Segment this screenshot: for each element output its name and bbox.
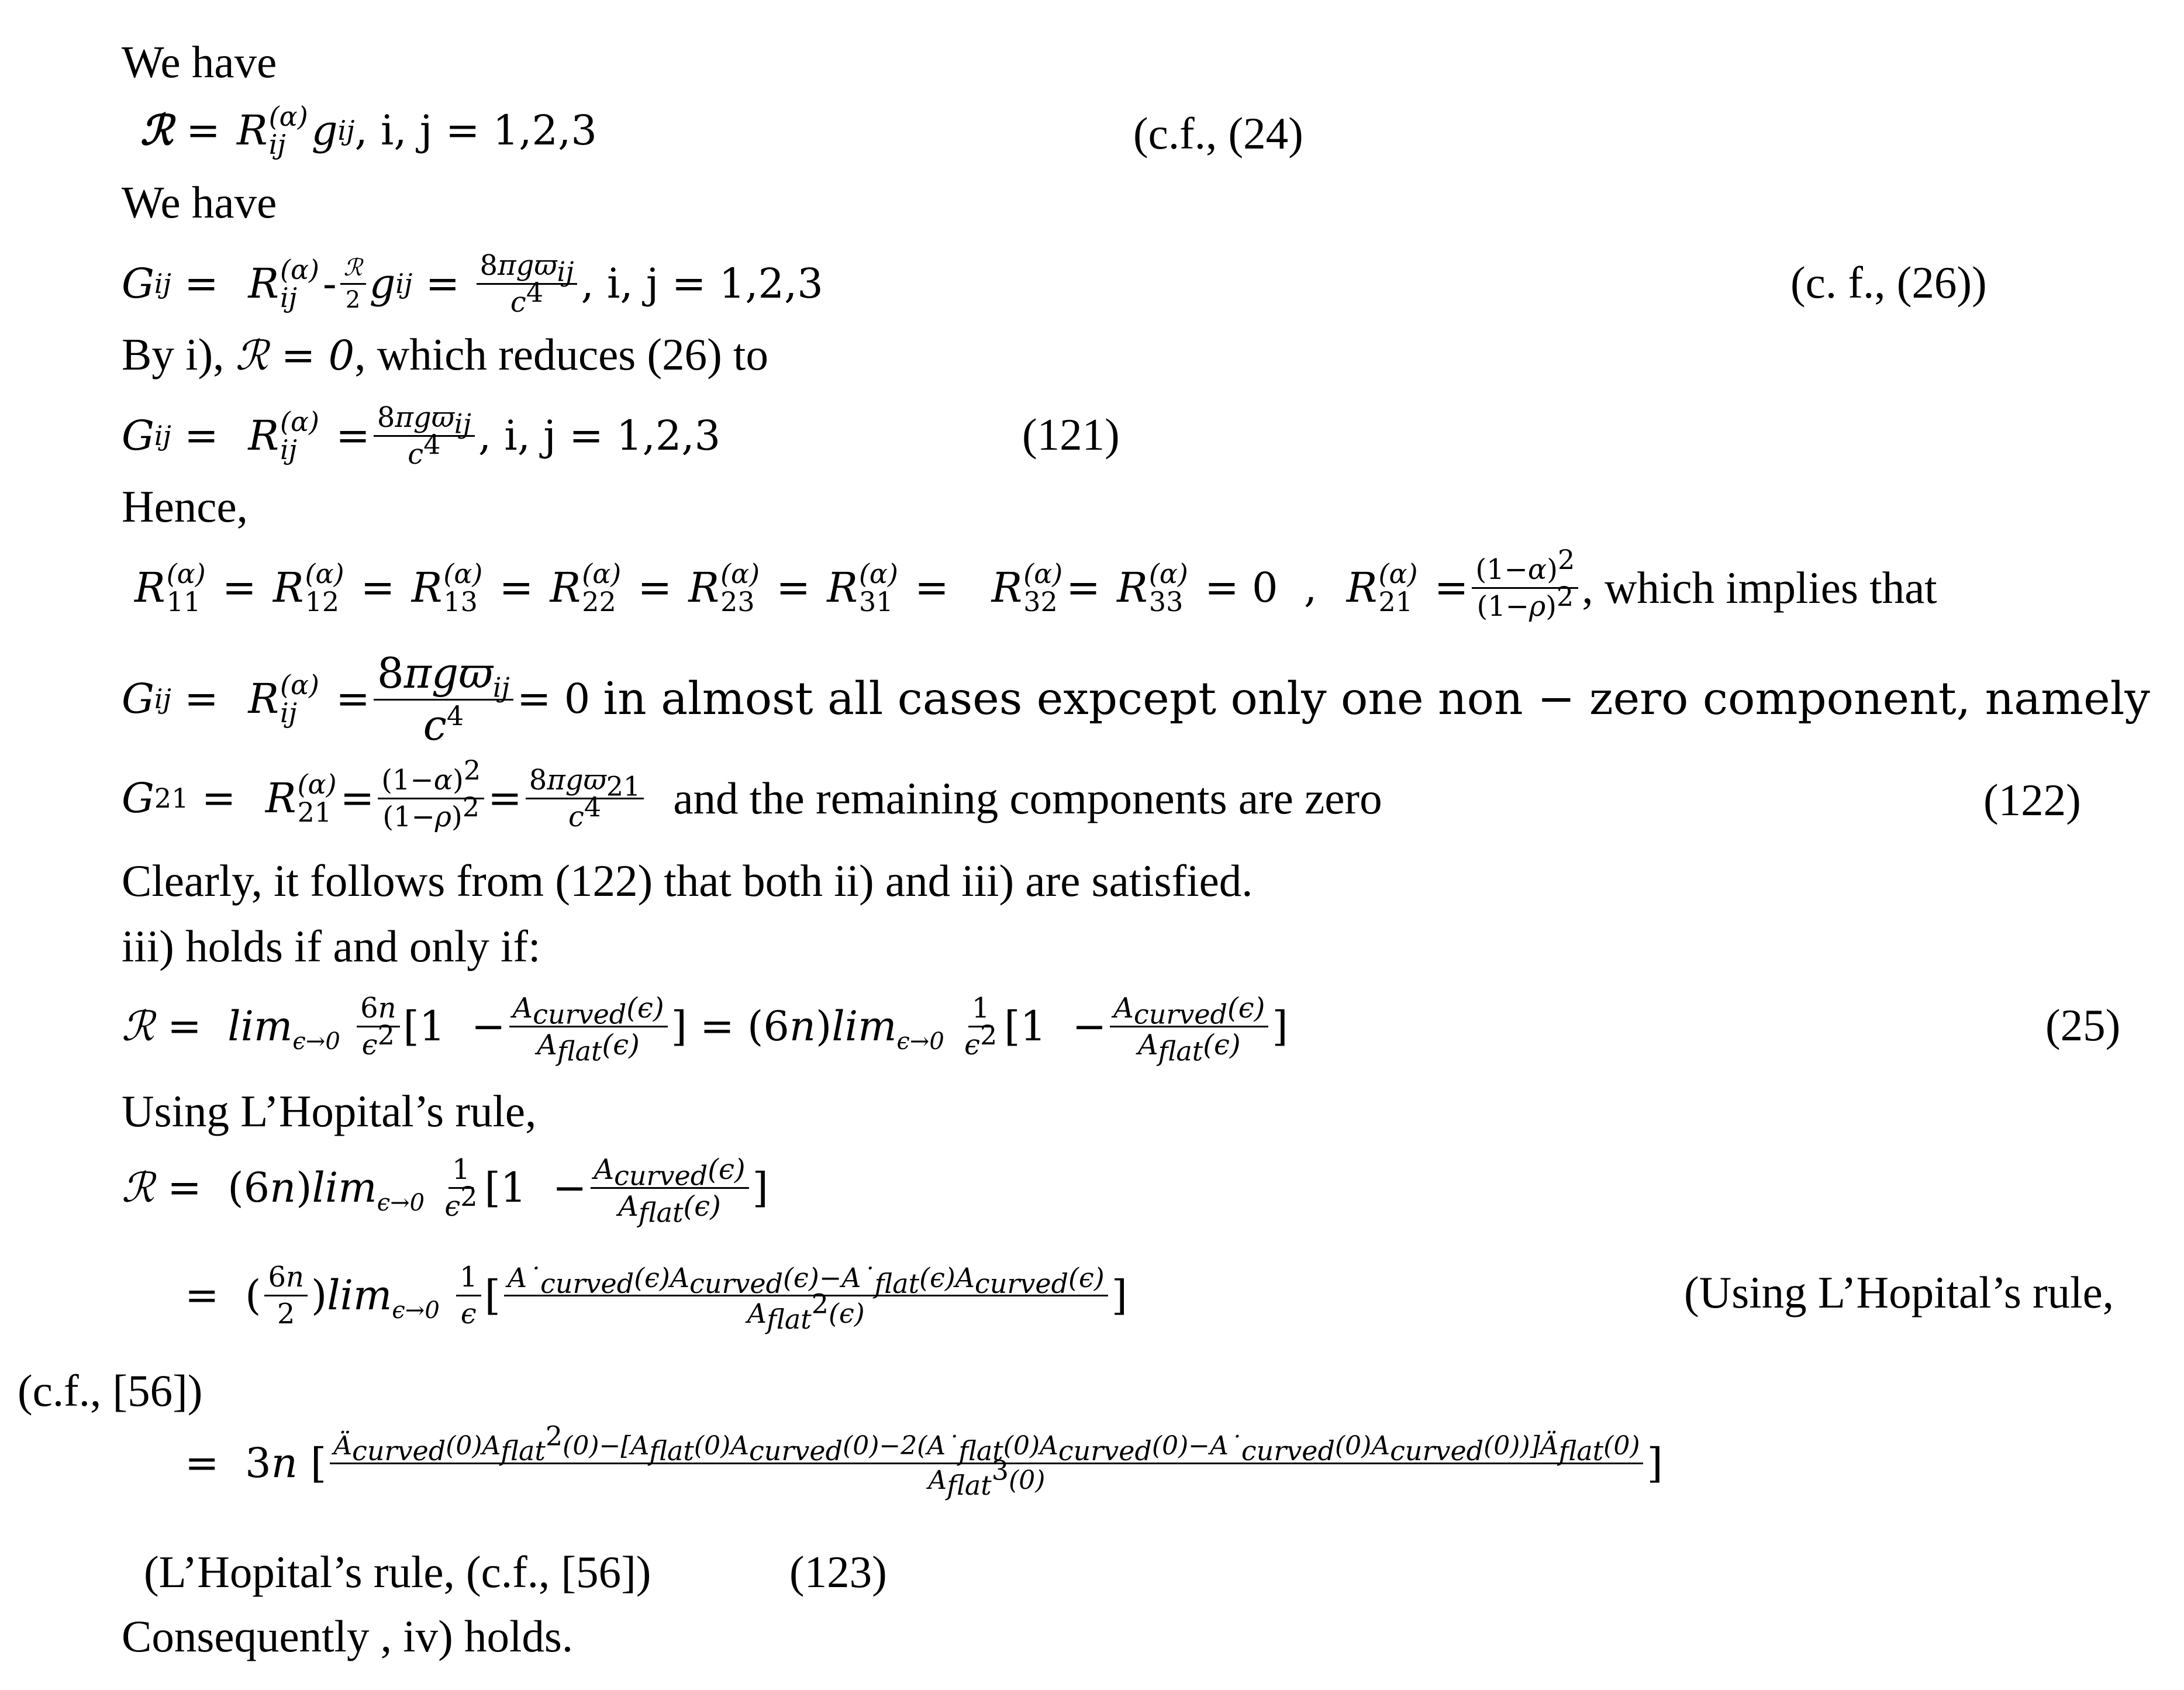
- text-implies: , which implies that: [1582, 562, 1937, 613]
- text-iii-holds: iii) holds if and only if:: [122, 921, 541, 971]
- equation-components: R (α) 11 = R (α) 12 = R (α) 13 = R (α) 22 = R (α) 23 = R (α) 31 = R (α) 32 = R (α) 33 = 0 , R (α) 21 = $\frac{(1-\alpha)^2}{(1-\rho)^2}$ , which implies that: [134, 543, 1937, 623]
- text-by-i-label: By i),: [122, 329, 225, 380]
- equation-lh-step-2: = ( 6n 2 ) $\lim_{\epsilon\to 0}$ 1 ϵ [ $A˙_{curved}(\epsilon)A_{curved}(\epsilon)-A˙_{flat}(\epsilon)A_{curved}(\epsilon)$ $A_{flat}^2(\epsilon)$ ]: [185, 1260, 1128, 1335]
- text-we-have-1: We have: [122, 37, 277, 87]
- text-we-have-2: We have: [122, 177, 277, 227]
- text-remaining: and the remaining components are zero: [673, 772, 1382, 823]
- equation-lh-step-1: ℛ = (6n) $\lim_{\epsilon\to 0}$ 1 $\epsilon^2$ [1 − $A_{curved}(\epsilon)$ $A_{flat}(\epsilon)$ ]: [122, 1153, 768, 1229]
- equation-122: G 21 = R (α) 21 = $\frac{(1-\alpha)^2}{(1-\rho)^2}$ = 8πgϖ$_{21}$ $c^4$ and the remaining components are zero: [122, 754, 1382, 833]
- equation-einstein-tensor: G ij = R (α) ij - ℛ 2 g ij = 8πgϖ$_{ij}$ $c^4$ , i, j = 1,2,3: [122, 249, 823, 319]
- ref-cf24: (c.f., (24): [1133, 108, 1303, 158]
- equation-25: ℛ = $\lim_{\epsilon\to 0}$ 6n $\epsilon^2$ [1 − $A_{curved}(\epsilon)$ $A_{flat}(\epsilon)$ ] = (6n) $\lim_{\epsilon\to 0}$ 1 $\epsilon^2$ [1 − $A_{curved}(\epsilon)$ $A_{flat}(\epsilon)$ ]: [122, 991, 1288, 1067]
- ref-cf26: (c. f., (26)): [1790, 257, 1987, 308]
- eq-number-25: (25): [2045, 1000, 2121, 1050]
- eq-number-123: (123): [789, 1547, 887, 1597]
- eq-number-122: (122): [1983, 775, 2081, 825]
- index-range: , i, j = 1,2,3: [354, 106, 597, 154]
- index-range: , i, j = 1,2,3: [478, 412, 721, 460]
- text-clearly: Clearly, it follows from (122) that both ii) and iii) are satisfied.: [122, 856, 1253, 906]
- text-using-lh-cf: (Using L’Hopital’s rule,: [1684, 1267, 2114, 1317]
- equation-ricci-scalar: ℛ = R (α) ij g ij , i, j = 1,2,3: [140, 100, 597, 160]
- index-range: , i, j = 1,2,3: [581, 260, 823, 308]
- text-hence: Hence,: [122, 481, 248, 532]
- text-lh-cf56: (L’Hopital’s rule, (c.f., [56]): [144, 1547, 651, 1597]
- math-R-zero: ℛ = 0: [235, 332, 355, 380]
- text-using-lh: Using L’Hopital’s rule,: [122, 1086, 537, 1136]
- equation-121: G ij = R (α) ij = 8πgϖ$_{ij}$ $c^4$ , i, j = 1,2,3: [122, 401, 721, 471]
- equation-lh-step-3: = 3n [ $Ä_{curved}(0)A_{flat}^2(0)-[A_{flat}(0)A_{curved}(0)-2(A˙_{flat}(0)A_{curved}(0)-A˙_{curved}(0)A_{curved}(0))]Ä_{flat}(0)$ $A_{flat}^3(0)$ ]: [185, 1419, 1663, 1501]
- text-by-i: [122, 329, 768, 380]
- text-cf56: (c.f., [56]): [18, 1365, 203, 1416]
- equation-nonzero-component: G ij = R (α) ij = 8πgϖ$_{ij}$ $c^4$ = 0 in almost all cases expcept only one non − zero component, namely: [122, 648, 2150, 750]
- text-consequently: Consequently , iv) holds.: [122, 1611, 574, 1661]
- text-reduces: , which reduces (26) to: [354, 329, 768, 380]
- text-almost-all: in almost all cases expcept only one non − zero component, namely: [603, 672, 2150, 725]
- eq-number-121: (121): [1022, 409, 1120, 460]
